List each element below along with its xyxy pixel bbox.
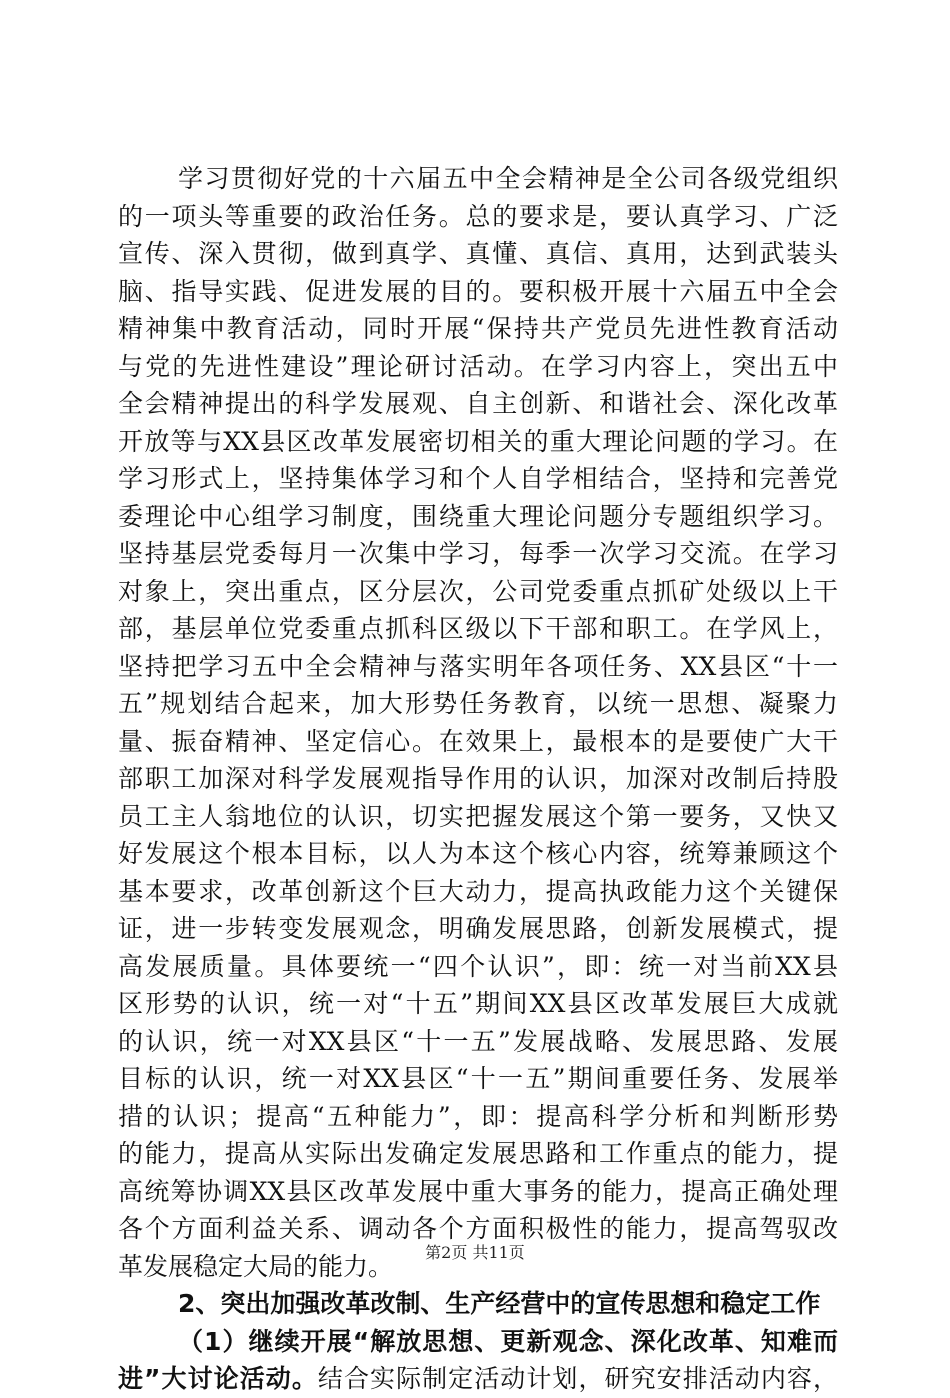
document-body — [118, 160, 838, 1398]
paragraph-line: 好发展这个根本目标，以人为本这个核心内容，统筹兼顾这个 — [118, 839, 838, 868]
subheading-1-line-1: （1）继续开展“解放思想、更新观念、深化改革、知难而 — [178, 1326, 838, 1356]
paragraph-line: 证，进一步转变发展观念，明确发展思路，创新发展模式，提 — [118, 914, 838, 943]
subheading-1-line-2 — [118, 1360, 838, 1398]
paragraph-line: 学习贯彻好党的十六届五中全会精神是全公司各级党组织 — [178, 164, 838, 193]
paragraph-line: 基本要求，改革创新这个巨大动力，提高执政能力这个关键保 — [118, 876, 838, 906]
paragraph-line: 全会精神提出的科学发展观、自主创新、和谐社会、深化改革 — [118, 389, 838, 418]
paragraph-line: 目标的认识，统一对XX县区“十一五”期间重要任务、发展举 — [118, 1064, 838, 1093]
paragraph-line: 的能力，提高从实际出发确定发展思路和工作重点的能力，提 — [118, 1139, 838, 1168]
subheading-1-line-2-text: 结合实际制定活动计划，研究安排活动内容， — [317, 1364, 838, 1393]
paragraph-line: 宣传、深入贯彻，做到真学、真懂、真信、真用，达到武装头 — [118, 239, 838, 268]
paragraph-line: 措的认识；提高“五种能力”，即：提高科学分析和判断形势 — [118, 1101, 838, 1131]
paragraph-1 — [118, 160, 838, 1285]
paragraph-line: 坚持把学习五中全会精神与落实明年各项任务、XX县区“十一 — [118, 651, 838, 681]
paragraph-line: 高发展质量。具体要统一“四个认识”，即：统一对当前XX县 — [118, 951, 838, 981]
paragraph-line: 开放等与XX县区改革发展密切相关的重大理论问题的学习。在 — [118, 426, 838, 456]
paragraph-line: 部，基层单位党委重点抓科区级以下干部和职工。在学风上， — [118, 614, 838, 643]
paragraph-line: 脑、指导实践、促进发展的目的。要积极开展十六届五中全会 — [118, 276, 838, 306]
paragraph-line: 部职工加深对科学发展观指导作用的认识，加深对改制后持股 — [118, 764, 838, 793]
paragraph-line: 的认识，统一对XX县区“十一五”发展战略、发展思路、发展 — [118, 1026, 838, 1056]
paragraph-line: 高统筹协调XX县区改革发展中重大事务的能力，提高正确处理 — [118, 1176, 838, 1206]
paragraph-line: 员工主人翁地位的认识，切实把握发展这个第一要务，又快又 — [118, 801, 838, 831]
paragraph-line: 量、振奋精神、坚定信心。在效果上，最根本的是要使广大干 — [118, 726, 838, 756]
subheading-1-line-2-bold: 进”大讨论活动。 — [118, 1364, 318, 1393]
section-heading-2: 2、突出加强改革改制、生产经营中的宣传思想和稳定工作 — [178, 1289, 821, 1318]
paragraph-line: 坚持基层党委每月一次集中学习，每季一次学习交流。在学习 — [118, 539, 838, 568]
page-footer: 第2页 共11页 — [425, 1243, 525, 1262]
paragraph-line: 委理论中心组学习制度，围绕重大理论问题分专题组织学习。 — [118, 501, 838, 531]
paragraph-line: 各个方面利益关系、调动各个方面积极性的能力，提高驾驭改 — [118, 1214, 838, 1243]
paragraph-line: 五”规划结合起来，加大形势任务教育，以统一思想、凝聚力 — [118, 689, 838, 718]
paragraph-line: 区形势的认识，统一对“十五”期间XX县区改革发展巨大成就 — [118, 989, 838, 1018]
paragraph-line: 学习形式上，坚持集体学习和个人自学相结合，坚持和完善党 — [118, 464, 838, 493]
paragraph-line: 对象上，突出重点，区分层次，公司党委重点抓矿处级以上干 — [118, 576, 838, 606]
paragraph-line: 精神集中教育活动，同时开展“保持共产党员先进性教育活动 — [118, 314, 838, 343]
paragraph-line: 与党的先进性建设”理论研讨活动。在学习内容上，突出五中 — [118, 351, 838, 381]
paragraph-line: 革发展稳定大局的能力。 — [118, 1251, 394, 1281]
paragraph-line: 的一项头等重要的政治任务。总的要求是，要认真学习、广泛 — [118, 201, 838, 231]
